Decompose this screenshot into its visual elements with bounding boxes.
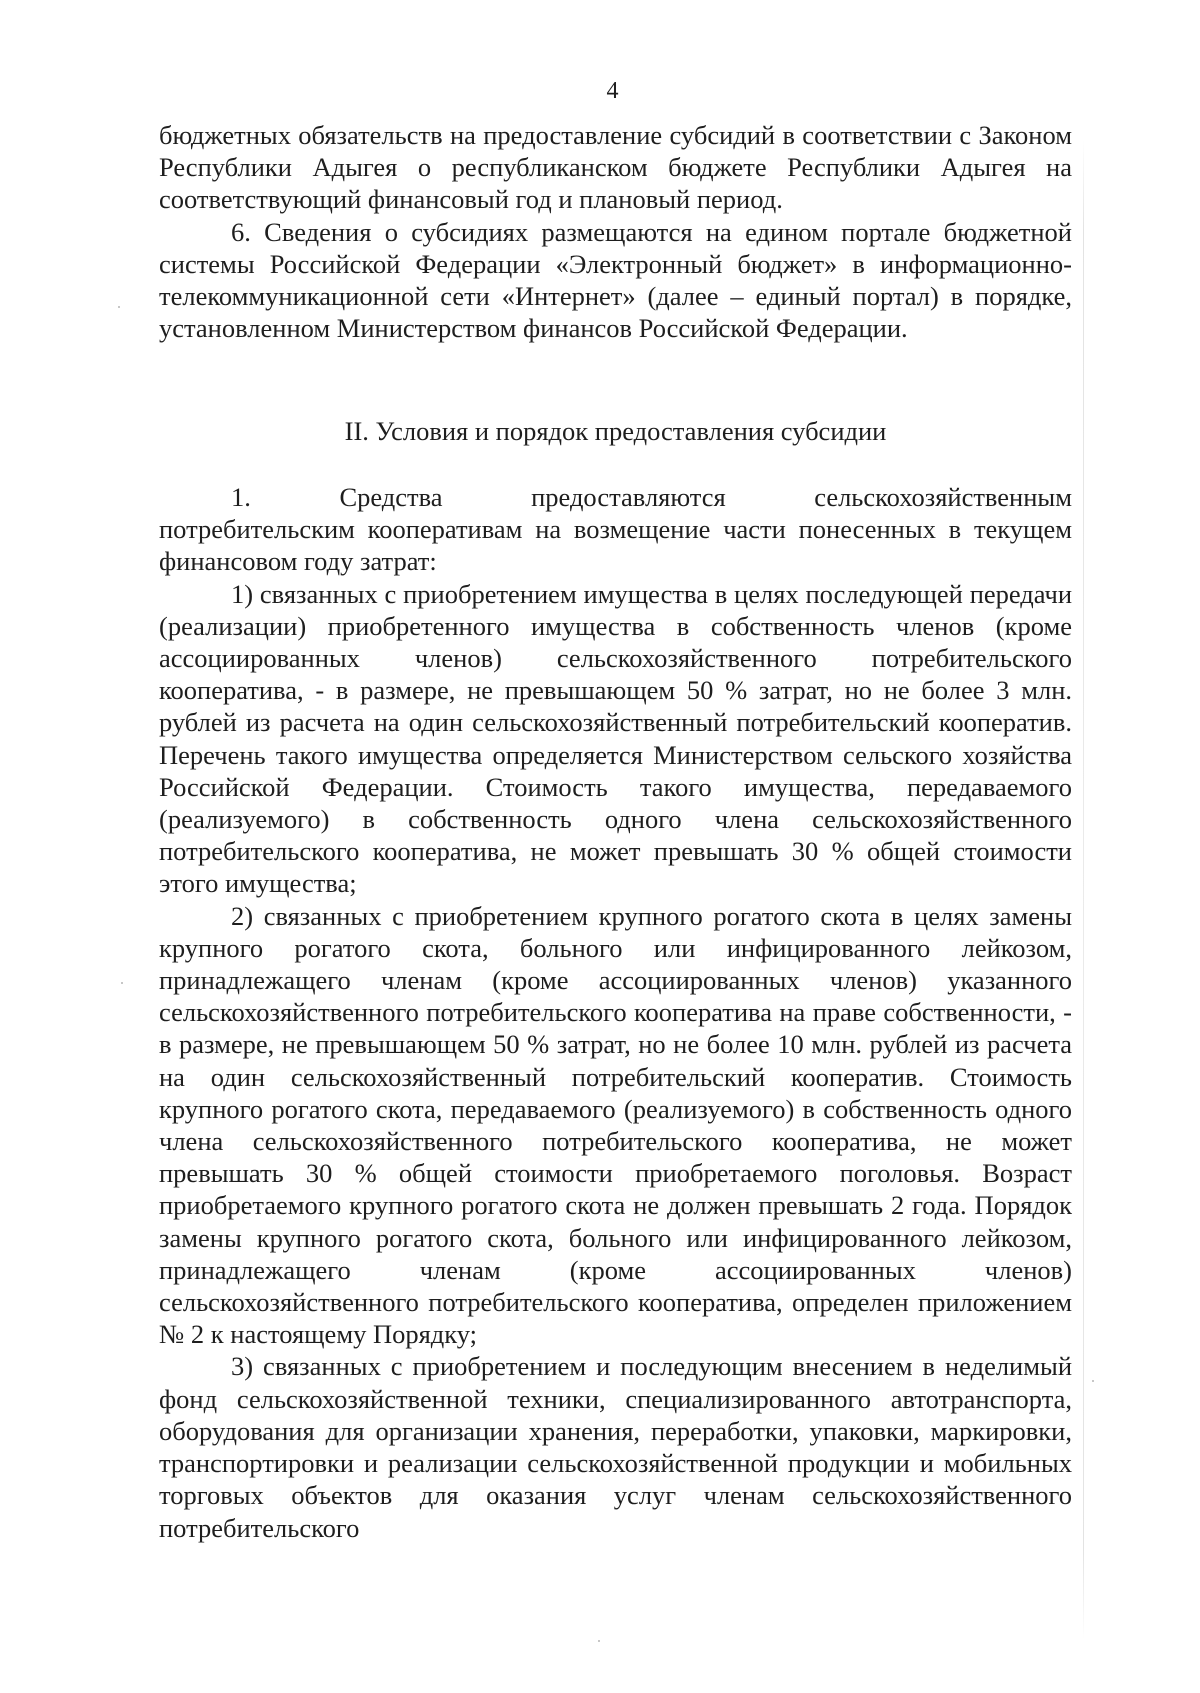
subitem-1-paragraph: 1) связанных с приобретением имущества в целях последующей передачи (реализации) приобретенного имущества в собственность членов (кроме ассоциированных членов) сельскохозяйственного потребительского кооператива, - в размере, не превышающем 50 % затрат, но не более 3 млн. рублей из расчета на один сельскохозяйственный потребительский кооператив. Перечень такого имущества определяется Министерством сельского хозяйства Российской Федерации. Стоимость такого имущества, передаваемого (реализуемого) в собственность одного члена сельскохозяйственного потребительского кооператива, не может превышать 30 % общей стоимости этого имущества; (159, 578, 1072, 899)
item-1-paragraph: потребительским кооперативам на возмещение части понесенных в текущем финансовом году затрат: (159, 514, 1072, 577)
scan-speck (121, 982, 123, 984)
subitem-3-paragraph: 3) связанных с приобретением и последующим внесением в неделимый фонд сельскохозяйственной техники, специализированного автотранспорта, оборудования для организации хранения, переработки, упаковки, маркировки, транспортировки и реализации сельскохозяйственной продукции и мобильных торговых объектов для оказания услуг членам сельскохозяйственного потребительского (159, 1351, 1072, 1543)
page-number: 4 (606, 78, 619, 104)
section-body (159, 481, 1072, 1544)
section-heading: II. Условия и порядок предоставления субсидии (344, 416, 887, 446)
scan-speck (1092, 1380, 1094, 1382)
subitem-2-paragraph: 2) связанных с приобретением крупного рогатого скота в целях замены крупного рогатого скота, больного или инфицированного лейкозом, принадлежащего членам (кроме ассоциированных членов) указанного сельскохозяйственного потребительского кооператива на праве собственности, - в размере, не превышающем 50 % затрат, но не более 10 млн. рублей из расчета на один сельскохозяйственный потребительский кооператив. Стоимость крупного рогатого скота, передаваемого (реализуемого) в собственность одного члена сельскохозяйственного потребительского кооператива, не может превышать 30 % общей стоимости приобретаемого поголовья. Возраст приобретаемого крупного рогатого скота не должен превышать 2 года. Порядок замены крупного рогатого скота, больного или инфицированного лейкозом, принадлежащего членам (кроме ассоциированных членов) сельскохозяйственного потребительского кооператива, определен приложением № 2 к настоящему Порядку; (159, 900, 1072, 1350)
continuation-paragraph: бюджетных обязательств на предоставление субсидий в соответствии с Законом Республики Адыгея о республиканском бюджете Республики Адыгея на соответствующий финансовый год и плановый период. (159, 120, 1072, 215)
scan-edge-line (1083, 140, 1084, 1640)
scan-speck (598, 1640, 600, 1642)
item-1-lead-line: 1. Средства предоставляются сельскохозяйственным (231, 482, 1072, 512)
intro-block (159, 119, 1072, 344)
item-6-paragraph: 6. Сведения о субсидиях размещаются на едином портале бюджетной системы Российской Федерации «Электронный бюджет» в информационно-телекоммуникационной сети «Интернет» (далее – единый портал) в порядке, установленном Министерством финансов Российской Федерации. (159, 216, 1072, 344)
scan-speck (118, 306, 120, 308)
